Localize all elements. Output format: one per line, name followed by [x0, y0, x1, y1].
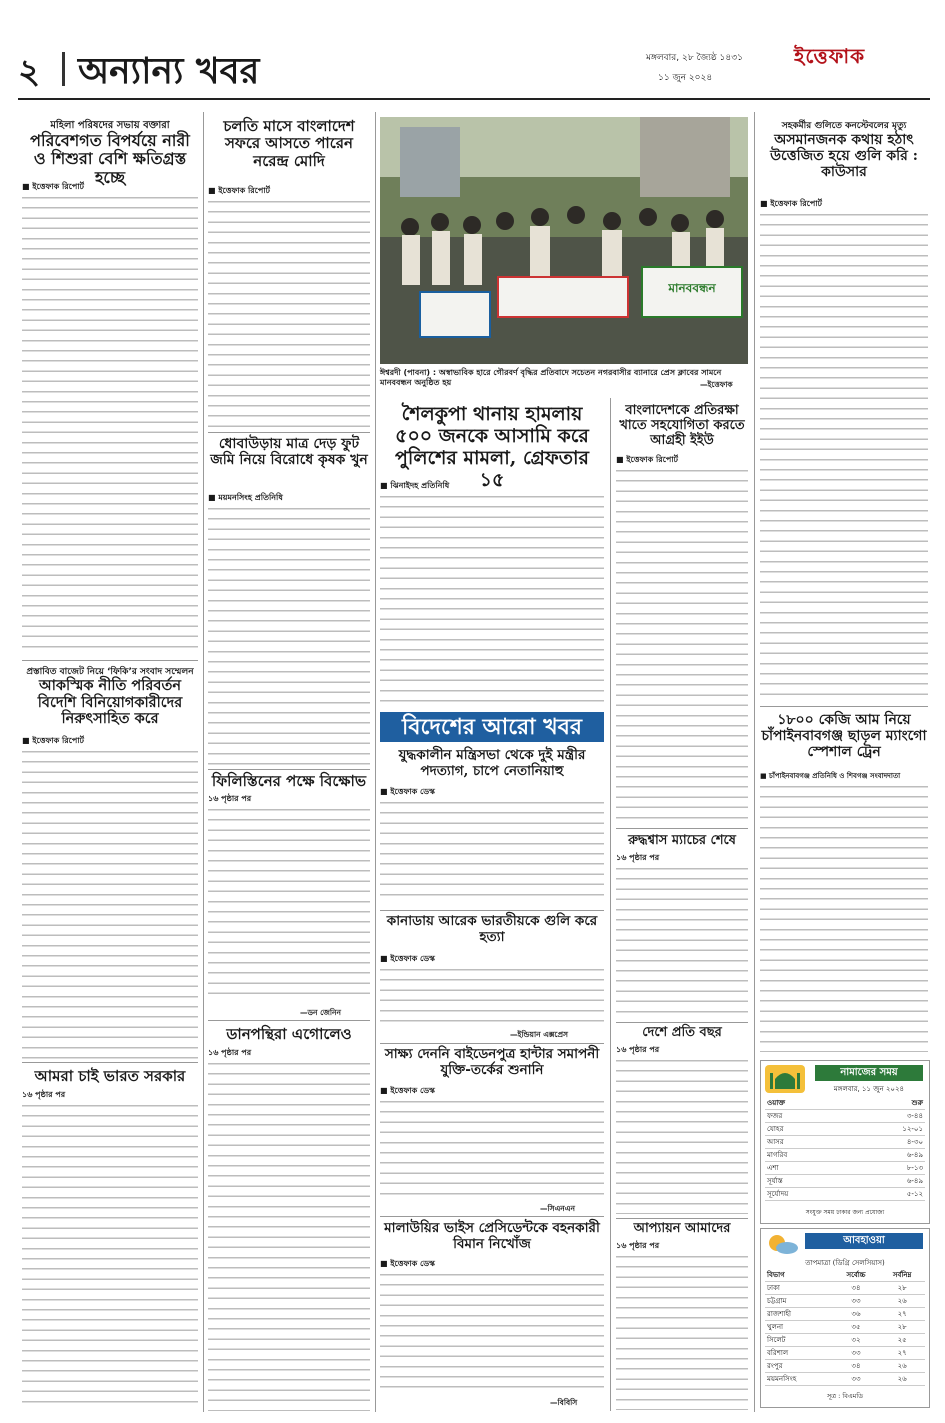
- netanyahu-headline: যুদ্ধকালীন মন্ত্রিসভা থেকে দুই মন্ত্রীর পদত্যাগ, চাপে নেতানিয়াহু: [398, 747, 586, 779]
- prayer-name: আসর: [765, 1136, 846, 1149]
- weather-title: আবহাওয়া: [805, 1233, 923, 1249]
- india-govt-body: [22, 1101, 198, 1411]
- canada-signoff: —ইন্ডিয়ান এক্সপ্রেস: [510, 1030, 568, 1039]
- mosque-icon: [765, 1065, 805, 1093]
- header-divider: [62, 52, 65, 86]
- prayer-name: যোহর: [765, 1123, 846, 1136]
- column-rule: [375, 112, 376, 1412]
- prayer-row: [765, 1162, 925, 1175]
- prayer-name: সূর্যাস্ত: [765, 1175, 846, 1188]
- weather-min: ২৮: [879, 1282, 925, 1295]
- weather-min: ২৭: [879, 1347, 925, 1360]
- weather-row: [765, 1321, 925, 1334]
- prayer-name: ফজর: [765, 1110, 846, 1123]
- weather-max: ৩৩: [833, 1347, 880, 1360]
- appayon-byline: ১৬ পৃষ্ঠার পর: [616, 1241, 660, 1250]
- every-year-byline: ১৬ পৃষ্ঠার পর: [616, 1045, 660, 1054]
- prayer-times-box: [760, 1060, 930, 1224]
- women-byline: ■ ইত্তেফাক রিপোর্ট: [22, 182, 85, 191]
- weather-max: ৩৫: [833, 1321, 880, 1334]
- divider: [22, 660, 198, 661]
- divider: [616, 1022, 748, 1023]
- prayer-row: [765, 1149, 925, 1162]
- malawi-headline: মালাউয়ির ভাইস প্রেসিডেন্টকে বহনকারী বিমান নিখোঁজ: [384, 1220, 600, 1252]
- ficci-kicker: প্রস্তাবিত বাজেট নিয়ে ‘ফিকি’র সংবাদ সম্মেলন: [26, 667, 194, 677]
- constable-body: [760, 210, 928, 700]
- divider: [208, 432, 370, 433]
- weather-row: [765, 1295, 925, 1308]
- dunlop-byline: ১৬ পৃষ্ঠার পর: [208, 1048, 252, 1057]
- match-byline: ১৬ পৃষ্ঠার পর: [616, 853, 660, 862]
- canada-body: [380, 965, 604, 1027]
- weather-max: ৩৪: [833, 1282, 880, 1295]
- malawi-signoff: —বিবিসি: [550, 1398, 578, 1407]
- mango-body: [760, 782, 928, 1052]
- weather-box: [760, 1228, 930, 1408]
- photo-credit: —ইত্তেফাক: [700, 380, 733, 389]
- prayer-header-row: [765, 1097, 925, 1110]
- eu-body: [616, 466, 748, 824]
- prayer-time: ৮-১৩: [846, 1162, 925, 1175]
- india-govt-headline: আমরা চাই ভারত সরকার: [34, 1067, 186, 1085]
- section-title: অন্যান্য খবর: [78, 50, 260, 92]
- modi-headline: চলতি মাসে বাংলাদেশ সফরে আসতে পারেন নরেন্দ্র মোদি: [223, 117, 355, 170]
- malawi-body: [380, 1270, 604, 1396]
- newspaper-logo: ইত্তেফাক: [794, 44, 866, 68]
- divider: [208, 769, 370, 770]
- eu-headline: বাংলাদেশকে প্রতিরক্ষা খাতে সহযোগিতা করতে আগ্রহী ইইউ: [619, 403, 745, 448]
- weather-city: ঢাকা: [765, 1282, 833, 1295]
- eu-byline: ■ ইত্তেফাক রিপোর্ট: [616, 455, 679, 464]
- prayer-name: এশা: [765, 1162, 846, 1175]
- news-photo: [380, 117, 748, 364]
- weather-header-row: [765, 1269, 925, 1282]
- weather-row: [765, 1347, 925, 1360]
- column-rule: [610, 398, 611, 1411]
- sun-cloud-icon: [765, 1233, 799, 1255]
- dunlop-body: [208, 1059, 370, 1411]
- prayer-time: ৬-৪৯: [846, 1175, 925, 1188]
- page-header: [18, 40, 930, 100]
- weather-table: [765, 1269, 925, 1386]
- canada-byline: ■ ইত্তেফাক ডেস্ক: [380, 954, 435, 963]
- hunter-body: [380, 1097, 604, 1201]
- india-govt-byline: ১৬ পৃষ্ঠার পর: [22, 1090, 66, 1099]
- modi-byline: ■ ইত্তেফাক রিপোর্ট: [208, 186, 271, 195]
- weather-min: ২৬: [879, 1295, 925, 1308]
- prayer-col-time: শুরু: [846, 1097, 925, 1110]
- shailkupa-body: [380, 492, 604, 704]
- constable-kicker: সহকর্মীর গুলিতে কনস্টেবলের মৃত্যু: [781, 121, 907, 131]
- weather-max: ৩৪: [833, 1360, 880, 1373]
- appayon-body: [616, 1252, 748, 1410]
- netanyahu-byline: ■ ইত্তেফাক ডেস্ক: [380, 787, 435, 796]
- prayer-table: [765, 1097, 925, 1201]
- date-english: ১১ জুন ২০২৪: [658, 73, 713, 83]
- divider: [22, 1062, 198, 1063]
- divider: [380, 1216, 604, 1217]
- hunter-byline: ■ ইত্তেফাক ডেস্ক: [380, 1086, 435, 1095]
- weather-max: ৩২: [833, 1334, 880, 1347]
- appayon-headline: আপ্যায়ন আমাদের: [633, 1221, 731, 1236]
- divider: [616, 1218, 748, 1219]
- weather-min: ২৫: [879, 1334, 925, 1347]
- prayer-col-waqt: ওয়াক্ত: [765, 1097, 846, 1110]
- farmer-body: [208, 504, 370, 766]
- constable-headline: অসমানজনক কথায় হঠাৎ উত্তেজিত হয়ে গুলি করি : কাউসার: [770, 132, 918, 181]
- weather-source: সূত্র : বিএমডি: [826, 1392, 864, 1400]
- prayer-time: ৫-১২: [846, 1188, 925, 1201]
- modi-body: [208, 197, 370, 429]
- page-number: ২: [18, 52, 41, 92]
- netanyahu-body: [380, 798, 604, 904]
- weather-row: [765, 1308, 925, 1321]
- weather-col-city: বিভাগ: [765, 1269, 833, 1282]
- women-body: [22, 193, 198, 655]
- prayer-title: নামাজের সময়: [815, 1065, 923, 1081]
- prayer-row: [765, 1175, 925, 1188]
- weather-min: ২৭: [879, 1308, 925, 1321]
- canada-headline: কানাডায় আরেক ভারতীয়কে গুলি করে হত্যা: [386, 913, 598, 945]
- weather-city: রংপুর: [765, 1360, 833, 1373]
- weather-min: ২৮: [879, 1321, 925, 1334]
- weather-min: ২৬: [879, 1360, 925, 1373]
- prayer-name: মাগরিব: [765, 1149, 846, 1162]
- weather-col-max: সর্বোচ্চ: [833, 1269, 880, 1282]
- malawi-byline: ■ ইত্তেফাক ডেস্ক: [380, 1259, 435, 1268]
- divider: [760, 706, 928, 707]
- mango-headline: ১৮০০ কেজি আম নিয়ে চাঁপাইনবাবগঞ্জ ছাড়ল ম্যাংগো স্পেশাল ট্রেন: [761, 712, 927, 761]
- weather-city: খুলনা: [765, 1321, 833, 1334]
- weather-city: রাজশাহী: [765, 1308, 833, 1321]
- ficci-body: [22, 747, 198, 1059]
- column-rule: [203, 112, 204, 1412]
- weather-row: [765, 1373, 925, 1386]
- divider: [208, 1020, 370, 1021]
- prayer-note: সংযুক্ত সময় ঢাকার জন্য প্রযোজ্য: [805, 1209, 885, 1216]
- match-headline: রুদ্ধশ্বাস ম্যাচের শেষে: [628, 833, 736, 848]
- every-year-body: [616, 1056, 748, 1214]
- weather-max: ৩৩: [833, 1373, 880, 1386]
- divider: [380, 910, 604, 911]
- prayer-row: [765, 1110, 925, 1123]
- constable-byline: ■ ইত্তেফাক রিপোর্ট: [760, 199, 823, 208]
- ficci-byline: ■ ইত্তেফাক রিপোর্ট: [22, 736, 85, 745]
- prayer-date: মঙ্গলবার, ১১ জুন ২০২৪: [833, 1085, 905, 1093]
- weather-row: [765, 1282, 925, 1295]
- prayer-name: সূর্যোদয়: [765, 1188, 846, 1201]
- foreign-news-banner: বিদেশের আরো খবর: [380, 712, 604, 742]
- palestine-byline: ১৬ পৃষ্ঠার পর: [208, 794, 252, 803]
- weather-city: সিলেট: [765, 1334, 833, 1347]
- photo-caption: ঈশ্বরদী (পাবনা) : অস্বাভাবিক হারে গৌরবর্ণ বৃদ্ধির প্রতিবাদে সচেতন নগরবাসীর ব্যানারে প্রেস ক্লাবের সামনে মানববন্ধন অনুষ্ঠিত হয়: [380, 368, 722, 387]
- every-year-headline: দেশে প্রতি বছর: [642, 1025, 722, 1040]
- prayer-time: ৪-৩০: [846, 1136, 925, 1149]
- prayer-row: [765, 1188, 925, 1201]
- banner-text: মানববন্ধন: [668, 281, 716, 295]
- prayer-time: ৬-৪৯: [846, 1149, 925, 1162]
- shailkupa-headline: শৈলকুপা থানায় হামলায় ৫০০ জনকে আসামি করে পুলিশের মামলা, গ্রেফতার ১৫: [395, 403, 589, 491]
- hunter-headline: সাক্ষ্য দেননি বাইডেনপুত্র হান্টার সমাপনী যুক্তি-তর্কের শুনানি: [384, 1046, 600, 1078]
- dunlop-headline: ডানপন্থিরা এগোলেও: [226, 1025, 352, 1043]
- farmer-byline: ■ ময়মনসিংহ প্রতিনিধি: [208, 493, 283, 502]
- weather-city: চট্টগ্রাম: [765, 1295, 833, 1308]
- weather-col-min: সর্বনিম্ন: [879, 1269, 925, 1282]
- prayer-time: ১২-০১: [846, 1123, 925, 1136]
- ficci-headline: আকস্মিক নীতি পরিবর্তন বিদেশি বিনিয়োগকারীদের নিরুৎসাহিত করে: [37, 677, 183, 728]
- hunter-signoff: —সিএনএন: [540, 1204, 575, 1213]
- palestine-body: [208, 805, 370, 1003]
- weather-row: [765, 1360, 925, 1373]
- prayer-time: ৩-৪৪: [846, 1110, 925, 1123]
- divider: [380, 1043, 604, 1044]
- weather-min: ২৬: [879, 1373, 925, 1386]
- farmer-headline: ধোবাউড়ায় মাত্র দেড় ফুট জমি নিয়ে বিরোধে কৃষক খুন: [210, 436, 368, 469]
- prayer-row: [765, 1123, 925, 1136]
- date-bengali: মঙ্গলবার, ২৮ জ্যৈষ্ঠ ১৪৩১: [646, 53, 743, 63]
- weather-max: ৩৬: [833, 1308, 880, 1321]
- shailkupa-byline: ■ ঝিনাইদহ প্রতিনিধি: [380, 481, 450, 490]
- palestine-signoff: —ডন জেনিন: [300, 1008, 341, 1017]
- photo-illustration: [380, 117, 748, 364]
- weather-city: বরিশাল: [765, 1347, 833, 1360]
- divider: [616, 828, 748, 829]
- column-rule: [754, 112, 755, 1412]
- women-headline: পরিবেশগত বিপর্যয়ে নারী ও শিশুরা বেশি ক্ষতিগ্রস্ত হচ্ছে: [30, 131, 190, 187]
- weather-max: ৩৩: [833, 1295, 880, 1308]
- match-body: [616, 864, 748, 1018]
- weather-city: ময়মনসিংহ: [765, 1373, 833, 1386]
- weather-row: [765, 1334, 925, 1347]
- weather-subtitle: তাপমাত্রা (ডিগ্রি সেলসিয়াস): [805, 1259, 885, 1267]
- prayer-row: [765, 1136, 925, 1149]
- palestine-headline: ফিলিস্তিনের পক্ষে বিক্ষোভ: [211, 772, 367, 790]
- women-kicker: মহিলা পরিষদের সভায় বক্তারা: [50, 120, 170, 131]
- mango-byline: ■ চাঁপাইনবাবগঞ্জ প্রতিনিধি ও শিবগঞ্জ সংবাদদাতা: [760, 772, 901, 780]
